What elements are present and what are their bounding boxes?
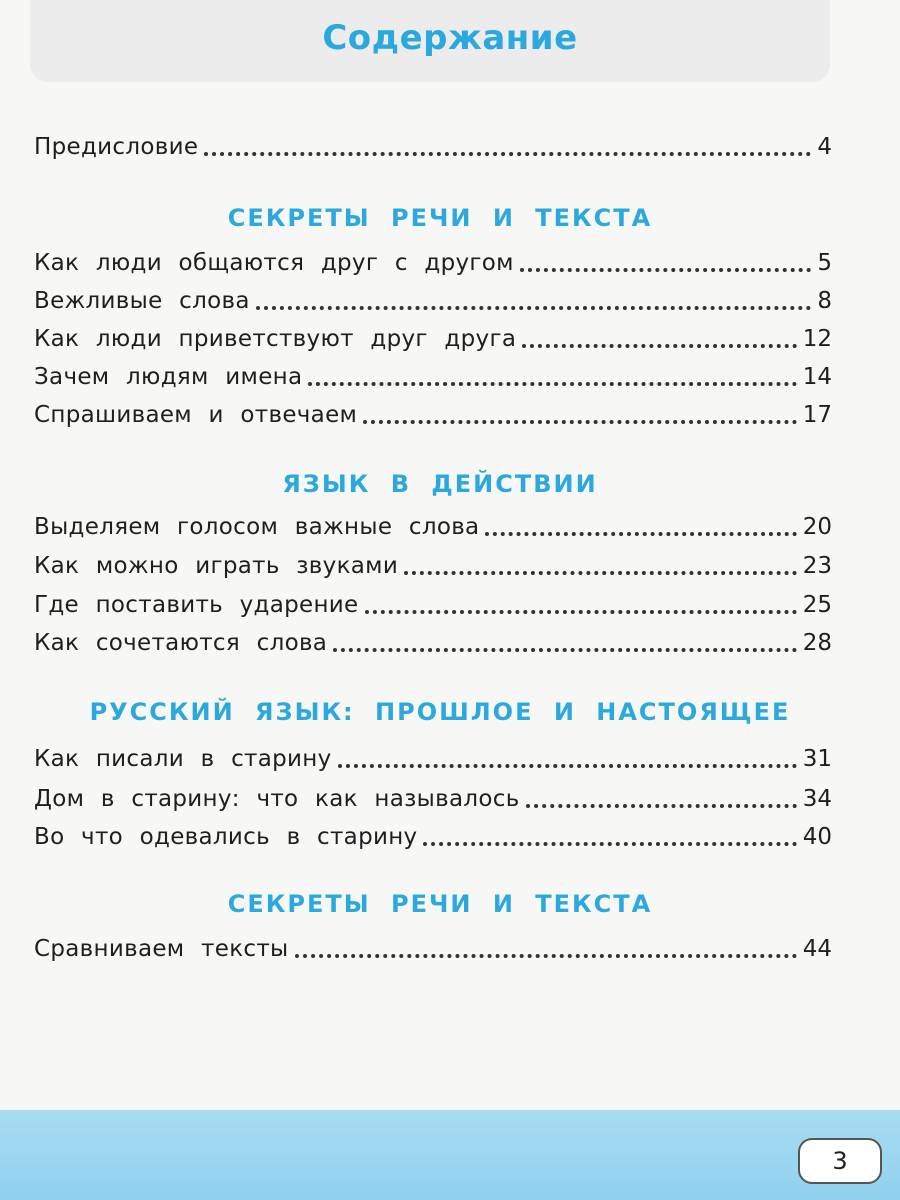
- toc-page-number: 40: [802, 824, 832, 850]
- dot-leader: [526, 804, 797, 808]
- section-heading: СЕКРЕТЫ РЕЧИ И ТЕКСТА: [227, 204, 653, 232]
- toc-page-number: 25: [802, 592, 832, 618]
- dot-leader: [295, 954, 797, 958]
- toc-row: [34, 624, 832, 658]
- toc-row-preface: [34, 128, 832, 162]
- dot-leader: [363, 420, 797, 424]
- dot-leader: [365, 610, 797, 614]
- dot-leader: [338, 764, 797, 768]
- toc-label: Где поставить ударение: [34, 592, 359, 618]
- dot-leader: [256, 306, 812, 310]
- dot-leader: [308, 382, 796, 386]
- dot-leader: [333, 648, 797, 652]
- section-heading: РУССКИЙ ЯЗЫК: ПРОШЛОЕ И НАСТОЯЩЕЕ: [89, 698, 791, 726]
- toc-row: [34, 320, 832, 354]
- toc-page-number: 14: [802, 364, 832, 390]
- toc-page-number: 8: [817, 288, 832, 314]
- toc-page-number: 44: [802, 936, 832, 962]
- toc-page-number: 12: [802, 326, 832, 352]
- toc-row: [34, 818, 832, 852]
- toc-row: [34, 740, 832, 774]
- toc-page-number: 20: [802, 514, 832, 540]
- toc-row: [34, 282, 832, 316]
- toc-label: Как люди общаются друг с другом: [34, 250, 514, 276]
- toc-page-number: 4: [817, 134, 832, 160]
- footer-band: [0, 1110, 900, 1200]
- toc-label: Дом в старину: что как называлось: [34, 786, 520, 812]
- toc-label: Как писали в старину: [34, 746, 332, 772]
- dot-leader: [485, 532, 796, 536]
- toc-label: Зачем людям имена: [34, 364, 303, 390]
- toc-row: [34, 508, 832, 542]
- toc-page-number: 34: [802, 786, 832, 812]
- toc-row: [34, 780, 832, 814]
- toc-page-number: 17: [802, 402, 832, 428]
- toc-label: Как сочетаются слова: [34, 630, 328, 656]
- dot-leader: [522, 344, 797, 348]
- toc-row: [34, 396, 832, 430]
- toc-row: [34, 547, 832, 581]
- page-title: Содержание: [322, 18, 578, 58]
- section-heading: ЯЗЫК В ДЕЙСТВИИ: [282, 470, 598, 498]
- toc-row: [34, 358, 832, 392]
- dot-leader: [520, 268, 812, 272]
- toc-label: Выделяем голосом важные слова: [34, 514, 480, 540]
- dot-leader: [204, 152, 811, 156]
- page-number: 3: [832, 1147, 848, 1175]
- toc-row: [34, 244, 832, 278]
- toc-label: Во что одевались в старину: [34, 824, 418, 850]
- toc-row: [34, 586, 832, 620]
- toc-label: Предисловие: [34, 134, 199, 160]
- dot-leader: [423, 842, 796, 846]
- toc-page-number: 28: [802, 630, 832, 656]
- section-heading: СЕКРЕТЫ РЕЧИ И ТЕКСТА: [227, 890, 653, 918]
- toc-row: [34, 930, 832, 964]
- toc-page-number: 5: [817, 250, 832, 276]
- dot-leader: [404, 571, 797, 575]
- toc-label: Как люди приветствуют друг друга: [34, 326, 517, 352]
- page-number-badge: [798, 1138, 882, 1184]
- toc-label: Вежливые слова: [34, 288, 250, 314]
- toc-label: Спрашиваем и отвечаем: [34, 402, 358, 428]
- toc-label: Как можно играть звуками: [34, 553, 399, 579]
- toc-page-number: 23: [802, 553, 832, 579]
- toc-page-number: 31: [802, 746, 832, 772]
- toc-label: Сравниваем тексты: [34, 936, 289, 962]
